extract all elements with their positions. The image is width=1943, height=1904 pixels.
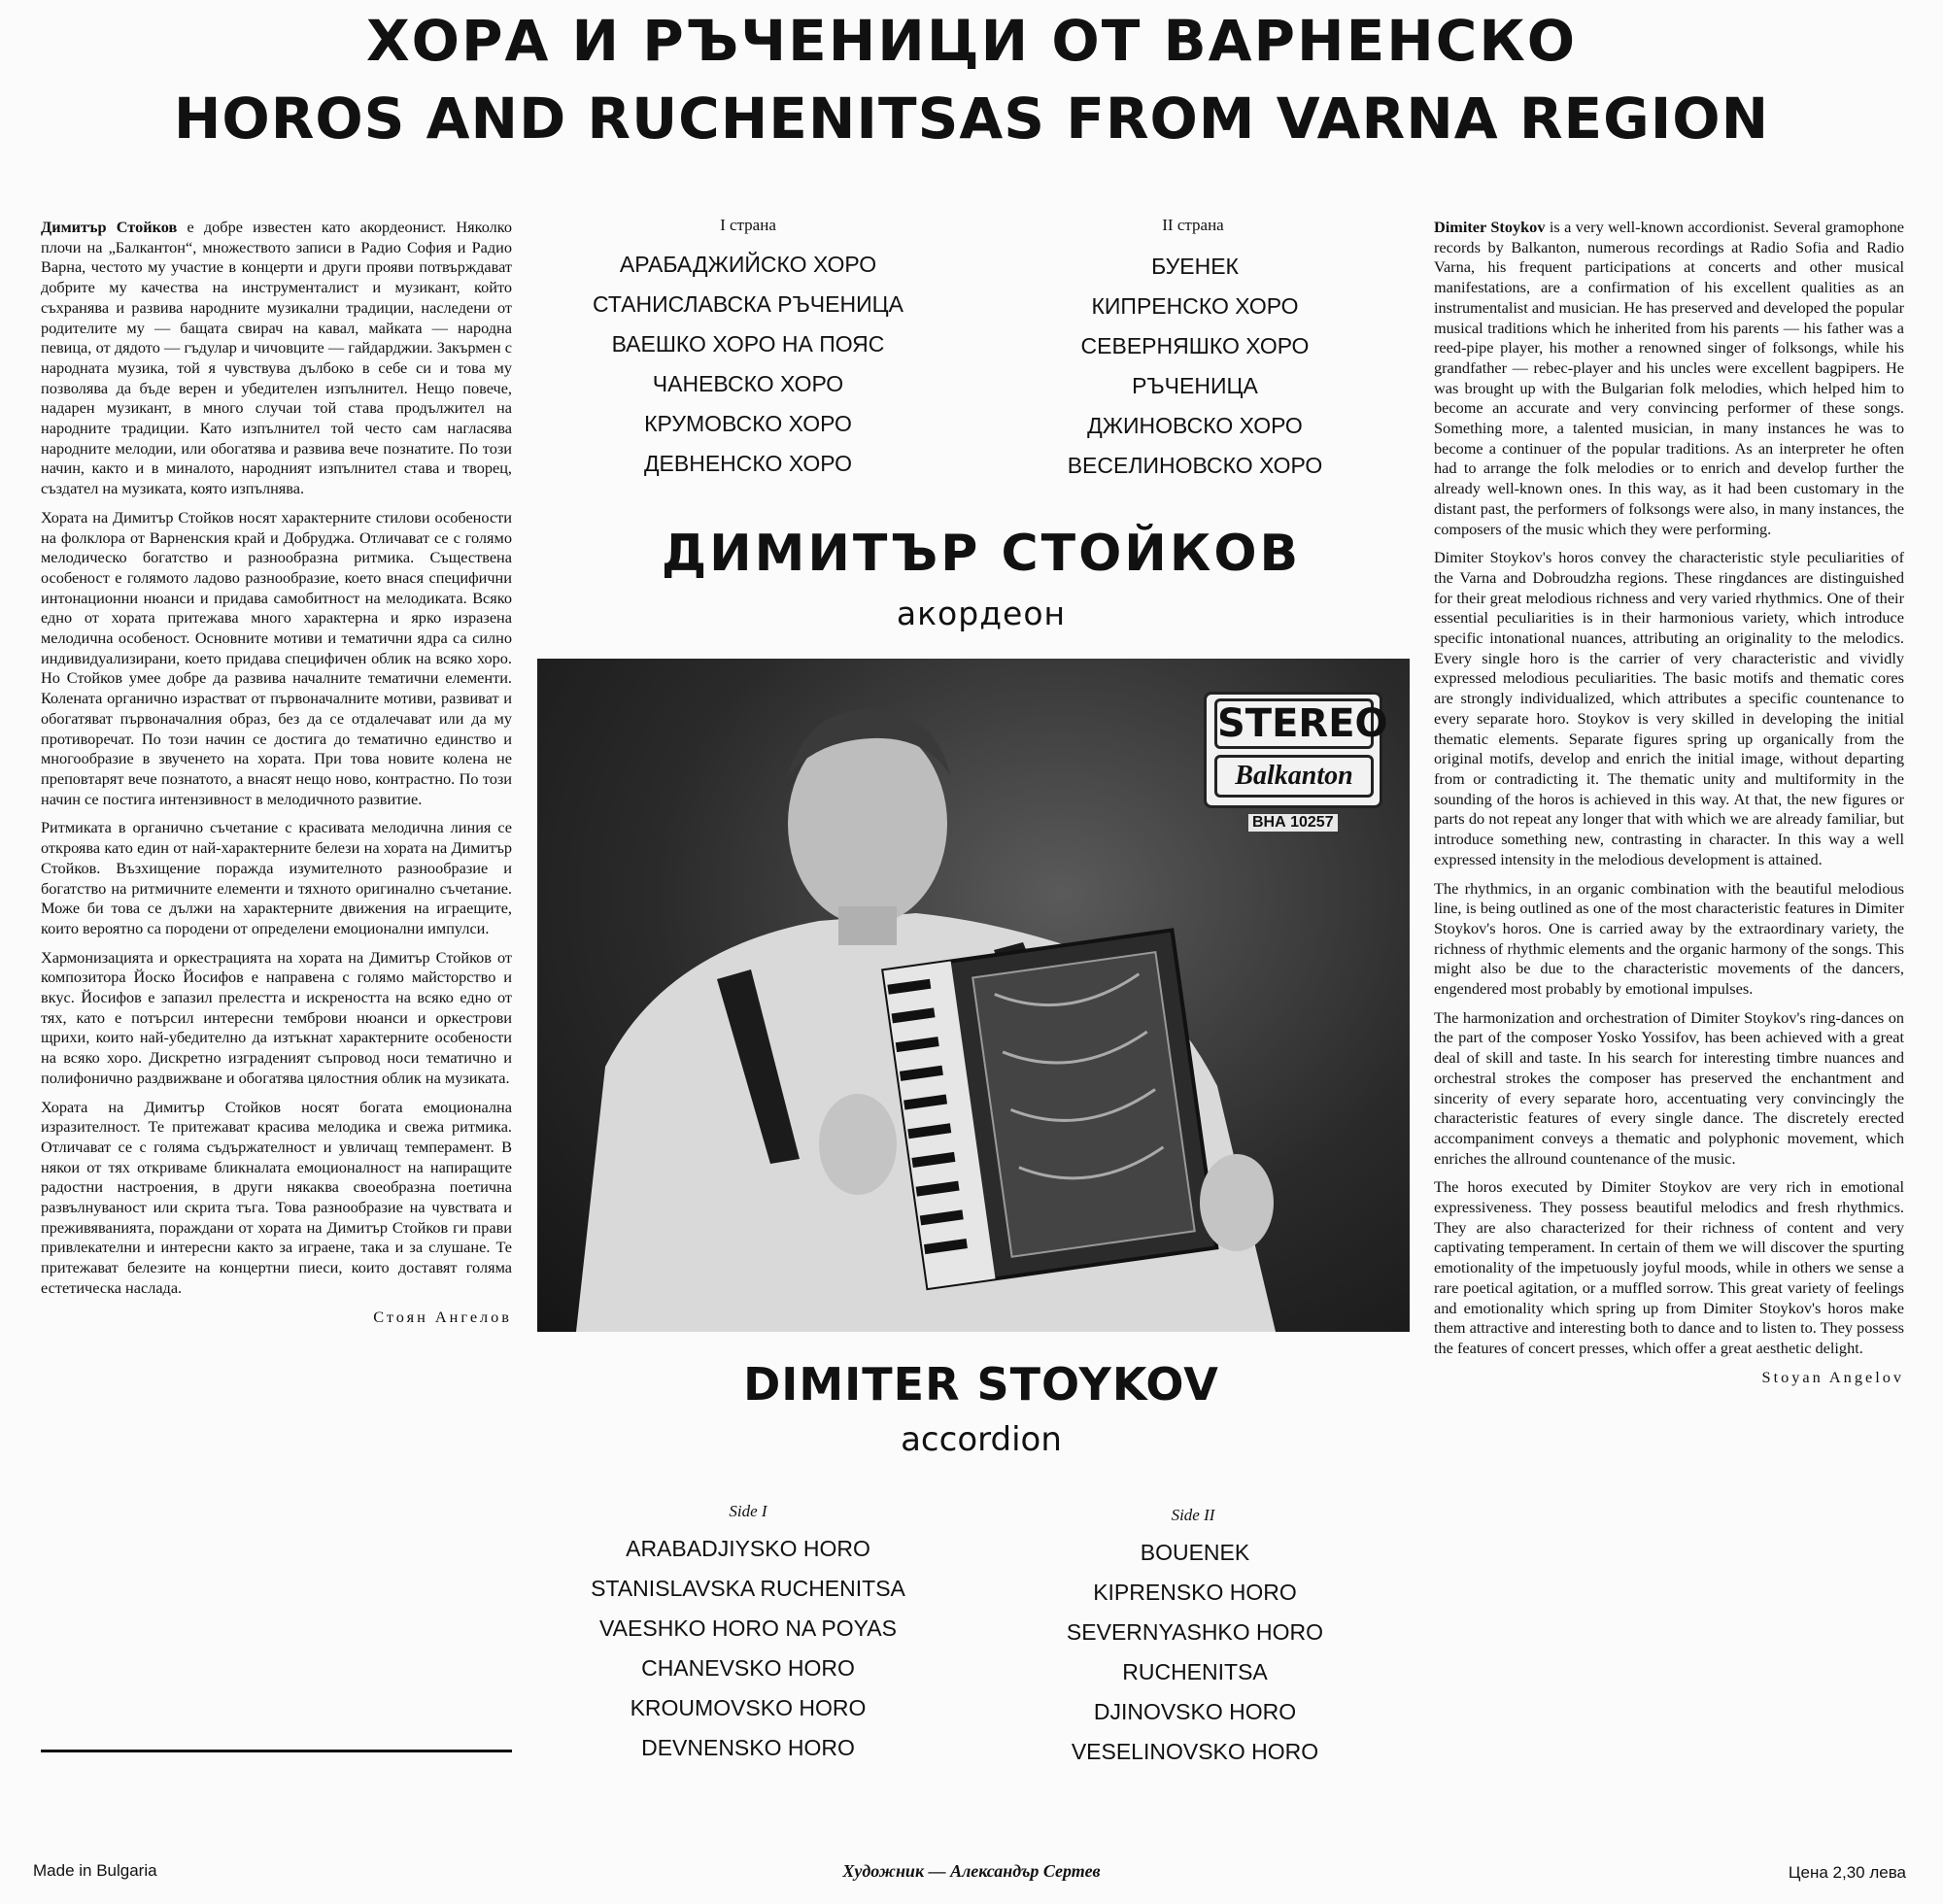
stereo-balkanton-logo — [1204, 692, 1388, 808]
artist-credit: Художник — Александър Сертев — [842, 1861, 1101, 1881]
notes-paragraph: Ритмиката в органично съчетание с красивата мелодична линия се откроява като един от най-характерните белези на хората на Димитър Стойков. Възхищение поражда изумителното разнообразие и богатство на ритмичните елементи и тяхното оригинално съчетание. Може би това се дължи на характерните движения на играещите, които вероятно са породени от определени емоционални импулси. — [41, 818, 512, 937]
instrument-en: accordion — [901, 1420, 1062, 1459]
track-title: АРАБАДЖИЙСКО ХОРО — [619, 252, 877, 277]
track-title: VAESHKO HORO NA POYAS — [599, 1615, 897, 1641]
notes-paragraph: Хората на Димитър Стойков носят характерните стилови особености на фолклора от Варненския край и Добруджа. Отличават се с голямо мелодическо богатство и разнообразна ритмика. Съществена особеност е голямото ладово разнообразие, което внася специфични интонационни нюанси и придава самобитност на мелодиката. Всяко едно от хората притежава много характерна и ярко изразена мелодична особеност. Основните мотиви и тематични ядра са силно индивидуализирани, което придава специфичен облик на всяко хоро. Но Стойков умее добре да развива началните тематични елементи. Колената органично израстват от първоначалните мотиви, развиват и обогатяват първоначалния образ, без да се отдалечават или да му противоречат. По този начин се достига до тематично единство и многообразие в звученето на хората. При това новите колена не преповтарят вече познатото, а внасят нещо ново, контрастно. По този начин се постига интензивност в мелодичното развитие. — [41, 507, 512, 808]
author-signature: Стоян Ангелов — [373, 1307, 512, 1326]
track-title: СЕВЕРНЯШКО ХОРО — [1080, 333, 1310, 358]
tracklist-side-2-en — [1001, 1533, 1389, 1772]
track-title: ВАЕШКО ХОРО НА ПОЯС — [611, 331, 885, 357]
made-in-label: Made in Bulgaria — [33, 1861, 157, 1880]
notes-paragraph: The rhythmics, in an organic combination with the beautiful melodious line, is being outlined as one of the most characteristic features in Dimiter Stoykov's horos. One is carried away by the extraordinary variety, the richness of rhythmic elements and the organic harmony of the songs. This might also be due to the characteristic movements of the dancers, engendered most probably by emotional impulses. — [1434, 878, 1904, 999]
notes-paragraph: Хората на Димитър Стойков носят богата емоционална изразителност. Те притежават красива мелодика и свежа ритмика. Отличават се с голяма съдържателност и увличащ темперамент. В някои от тях откриваме бликналата емоционалност на напиращите радостни настроения, в други някаква своеобразна поетична развълнуваност или скрита тъга. Това разнообразие на чувствата и преживяванията, пораждани от хората на Димитър Стойков ги прави привлекателни и интересни както за играене, така и за слушане. Те притежават белезите на концертни пиеси, които доставят голяма естетическа наслада. — [41, 1097, 512, 1297]
artist-name-en: DIMITER STOYKOV — [743, 1358, 1219, 1411]
notes-paragraph: Хармонизацията и оркестрацията на хората на Димитър Стойков от композитора Йоско Йосифов е направена с голямо майсторство и вкус. Йосифов е запазил прелестта и искреността на всяко едно от тях, като е потърсил интересни темброви нюанси и оркестрови щрихи, които най-убедително да изтъкнат характерните особености на всяко хоро. Дискретно изграденият съпровод носи тематично и полифонично раздвижване и обогатява цялостния облик на музиката. — [41, 947, 512, 1087]
track-title: ARABADJIYSKO HORO — [626, 1536, 870, 1561]
track-title: ДЖИНОВСКО ХОРО — [1087, 413, 1303, 438]
artist-name-bold: Димитър Стойков — [41, 218, 178, 236]
divider-rule — [41, 1750, 512, 1752]
tracklist-side-1-bg — [554, 245, 942, 484]
notes-paragraph: The harmonization and orchestration of Dimiter Stoykov's ring-dances on the part of the composer Yosko Yossifov, has been achieved with a great deal of skill and taste. In his search for interesting timbre nuances and orchestral strokes the composer has preserved the enchantment and sincerity of every separate horo, accentuating very convincingly the characteristic features of every single dance. The discretely erected accompaniment conveys a thematic and polyphonic movement, which enriches the allround countenance of the music. — [1434, 1007, 1904, 1168]
track-title: ДЕВНЕНСКО ХОРО — [643, 451, 853, 476]
side-2-label-bg: II страна — [1162, 216, 1224, 234]
price-label: Цена 2,30 лева — [1788, 1863, 1906, 1882]
side-1-label-en: Side I — [729, 1502, 767, 1520]
liner-notes-english — [1434, 218, 1904, 1387]
track-title: ВЕСЕЛИНОВСКО ХОРО — [1067, 453, 1323, 478]
track-title: DEVNENSKO HORO — [641, 1735, 855, 1760]
title-bulgarian: ХОРА И РЪЧЕНИЦИ ОТ ВАРНЕНСКО — [365, 8, 1578, 74]
track-title: KROUMOVSKO HORO — [630, 1695, 867, 1720]
notes-paragraph — [41, 218, 512, 499]
artist-name-bg: ДИМИТЪР СТОЙКОВ — [661, 525, 1302, 583]
track-title: KIPRENSKO HORO — [1093, 1580, 1297, 1605]
track-title: КИПРЕНСКО ХОРО — [1091, 293, 1299, 319]
notes-paragraph — [1434, 218, 1904, 539]
track-title: SEVERNYASHKO HORO — [1066, 1619, 1324, 1645]
track-title: VESELINOVSKO HORO — [1071, 1739, 1319, 1764]
side-1-label-bg: I страна — [720, 216, 776, 234]
tracklist-side-2-bg — [1001, 247, 1389, 486]
track-title: СТАНИСЛАВСКА РЪЧЕНИЦА — [593, 291, 903, 317]
author-signature: Stoyan Angelov — [1761, 1367, 1904, 1386]
artist-name-bold: Dimiter Stoykov — [1434, 218, 1546, 236]
artist-photo — [537, 659, 1410, 1332]
liner-notes-bulgarian — [41, 218, 512, 1327]
tracklist-side-1-en — [554, 1529, 942, 1768]
track-title: ЧАНЕВСКО ХОРО — [652, 371, 844, 396]
catalog-number: ВНА 10257 — [1248, 814, 1338, 832]
notes-text: is a very well-known accordionist. Several gramophone records by Balkanton, numerous recordings at Radio Sofia and Radio Varna, his frequent participations at concerts and other musical manifestations, are a confirmation of his excellent qualities as an instrumentalist and musician. He has preserved and developed the popular musical traditions which he inherited from his parents — his father was a reed-pipe player, his mother a renowned singer of folksongs, while his grandfather — rebec-player and his uncles were excellent bagpipers. He was brought up with the Bulgarian folk melodies, which helped him to become an accurate and very convincing performer of these songs. Something more, a talented musician, in many instances he was to become a continuer of the popular traditions. As an interpreter he often had to arrange the folk melodies or to enrich and develop further the already well-known ones. In this way, as it had been customary in the distant past, the performers of folksongs were also, in many instances, the composers of the music which they were performing. — [1434, 218, 1904, 538]
track-title: DJINOVSKO HORO — [1093, 1699, 1297, 1724]
track-title: РЪЧЕНИЦА — [1132, 373, 1258, 398]
balkanton-badge: Balkanton — [1214, 755, 1374, 798]
track-title: RUCHENITSA — [1122, 1659, 1268, 1684]
track-title: CHANEVSKO HORO — [641, 1655, 855, 1681]
side-2-label-en: Side II — [1171, 1506, 1215, 1524]
notes-paragraph: Dimiter Stoykov's horos convey the characteristic style peculiarities of the Varna and Dobroudzha regions. These ringdances are distinguished for their great melodious richness and very varied rhythmics. One of their essential peculiarities is in their harmonious variety, which introduce specific intonational nuances, attributing an originality to the melodics. Every single horo is the carrier of very characteristic and vividly expressed melodious peculiarities. The basic motifs and thematic cores are strongly individualized, which attributes a specific countenance to every separate horo. Stoykov is very skilled in developing the initial thematic elements. Separate figures spring up organically from the original motifs, develop and enrich the initial image, without departing from or contradicting it. The thematic unity and multiformity in the sounding of the horos is achieved in this way. At that, the new figures or parts do not repeat any longer that with which we are already familiar, but introduce something new, contrasting in character. In this way a well expressed intensity in the melodious development is attained. — [1434, 548, 1904, 868]
notes-text: е добре известен като акордеонист. Няколко плочи на „Балкантон“, множеството записи в Радио София и Радио Варна, честото му участие в концерти и други прояви потвърждават добрите му качества на инструменталист и музикант, който съхранява и развива народните музикални традиции, наследени от родителите му — бащата свирач на кавал, майката — народна певица, от дядото — гъдулар и чичовците — гайдарджии. Закърмен с народната музика, той я чувствува дълбоко в себе си и това му позволява да бъде верен и убедителен изпълнител. Нещо повече, надарен музикант, в много случаи той става продължител на народните традиции. Като изпълнител той често сам нагласява народните мелодии, или обогатява и развива вече познатите. По този начин, както и в миналото, народният изпълнител става и творец, създател на музиката, която изпълнява. — [41, 218, 512, 498]
track-title: BOUENEK — [1140, 1540, 1250, 1565]
track-title: БУЕНЕК — [1151, 254, 1239, 279]
track-title: STANISLAVSKA RUCHENITSA — [591, 1576, 905, 1601]
title-english: HOROS AND RUCHENITSAS FROM VARNA REGION — [173, 85, 1770, 152]
instrument-bg: акордеон — [896, 595, 1067, 632]
stereo-badge: STEREO — [1214, 698, 1374, 749]
track-title: КРУМОВСКО ХОРО — [644, 411, 852, 436]
notes-paragraph: The horos executed by Dimiter Stoykov are very rich in emotional expressiveness. They possess beautiful melodics and fresh rhythmics. They are also characterized for their richness of content and very captivating temperament. In certain of them we will discover the spurting emotionality of the impetuously joyful moods, while in others we sense a rare poetical agitation, or a muffled sorrow. This great variety of feelings and emotionality which spring up from Dimiter Stoykov's horos make them attractive and interesting both to dance and to listen to. They possess the features of concert presses, which offer a great aesthetic delight. — [1434, 1177, 1904, 1357]
